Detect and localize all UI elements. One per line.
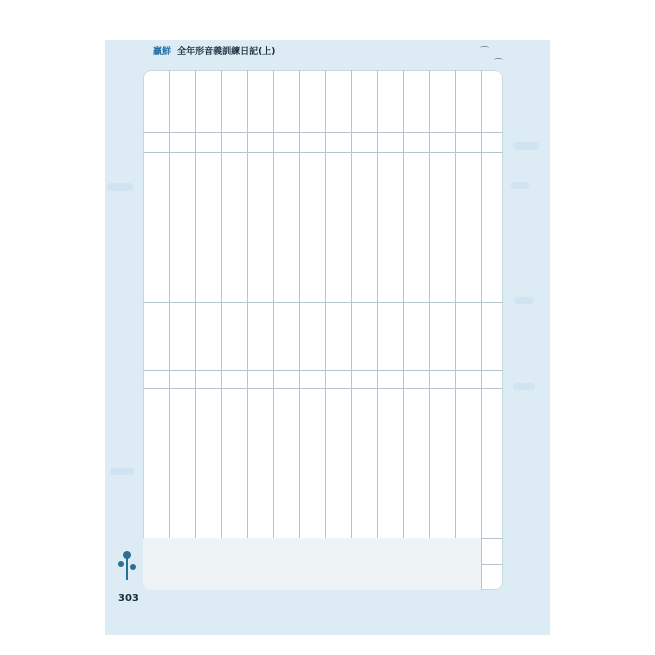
explanation-text <box>407 394 429 534</box>
brand-logo: 贏鮮 <box>153 47 172 57</box>
vocab-term <box>223 85 245 131</box>
vocab-term <box>405 85 427 131</box>
explanation-text <box>251 158 273 298</box>
page-title: 全年形音義訓練日記(上) <box>177 47 276 57</box>
grid-line <box>143 152 503 153</box>
vocab-term <box>197 317 219 369</box>
explanation-text <box>303 394 325 534</box>
grid-line <box>221 70 222 590</box>
grid-line <box>273 70 274 590</box>
cloud-decoration <box>513 142 539 150</box>
explanation-text <box>329 158 351 298</box>
explanation-text <box>459 158 481 298</box>
vocab-term <box>145 317 167 369</box>
grid-line <box>143 388 503 389</box>
grid-line <box>143 132 503 133</box>
grid-line <box>195 70 196 590</box>
vocab-term <box>223 317 245 369</box>
explanation-text <box>173 394 195 534</box>
explanation-text <box>407 158 429 298</box>
vocab-term <box>405 317 427 369</box>
explanation-text <box>199 158 221 298</box>
explanation-text <box>329 394 351 534</box>
explanation-text <box>199 394 221 534</box>
bird-icon: ⌒ <box>494 59 504 69</box>
explanation-text <box>459 394 481 534</box>
vocab-term <box>171 85 193 131</box>
explanation-text <box>355 394 377 534</box>
vocab-term <box>379 317 401 369</box>
explanation-text <box>433 394 455 534</box>
grid-line <box>377 70 378 590</box>
grid-line <box>481 70 482 590</box>
vocab-term <box>327 317 349 369</box>
grid-line <box>351 70 352 590</box>
explanation-text <box>381 158 403 298</box>
vocab-term <box>353 317 375 369</box>
vocab-term <box>275 85 297 131</box>
grid-line <box>429 70 430 590</box>
cloud-decoration <box>511 182 529 189</box>
tree-icon <box>117 548 137 582</box>
explanation-text <box>147 394 169 534</box>
vocabulary-sheet <box>143 70 503 590</box>
vocab-term <box>327 85 349 131</box>
vocab-term <box>301 85 323 131</box>
grid-line <box>247 70 248 590</box>
vocab-term <box>275 317 297 369</box>
answer-band <box>143 538 481 590</box>
grid-line <box>143 302 503 303</box>
vocab-term <box>431 85 453 131</box>
explanation-text <box>251 394 273 534</box>
vocab-term <box>353 85 375 131</box>
vocab-term <box>145 85 167 131</box>
vocab-term <box>171 317 193 369</box>
vocab-term <box>379 85 401 131</box>
vocab-term <box>457 317 479 369</box>
grid-line <box>325 70 326 590</box>
vocab-term <box>249 317 271 369</box>
explanation-text <box>355 158 377 298</box>
grid-line <box>143 370 503 371</box>
grid-line <box>403 70 404 590</box>
explanation-text <box>277 394 299 534</box>
explanation-text <box>277 158 299 298</box>
explanation-text <box>173 158 195 298</box>
grid-line <box>169 70 170 590</box>
cloud-decoration <box>514 297 534 304</box>
explanation-text <box>225 394 247 534</box>
page-header <box>153 44 275 57</box>
explanation-text <box>433 158 455 298</box>
vocab-term <box>301 317 323 369</box>
vocab-term <box>431 317 453 369</box>
page-number: 303 <box>118 593 139 604</box>
bird-icon: ⌒ <box>480 47 490 57</box>
vocab-term <box>197 85 219 131</box>
grid-line <box>299 70 300 590</box>
grid-line <box>455 70 456 590</box>
cloud-decoration <box>513 383 535 390</box>
explanation-text <box>381 394 403 534</box>
explanation-text <box>147 158 169 298</box>
cloud-decoration <box>110 468 134 475</box>
explanation-text <box>225 158 247 298</box>
explanation-text <box>303 158 325 298</box>
vocab-term <box>249 85 271 131</box>
vocab-term <box>457 85 479 131</box>
cloud-decoration <box>107 183 133 191</box>
